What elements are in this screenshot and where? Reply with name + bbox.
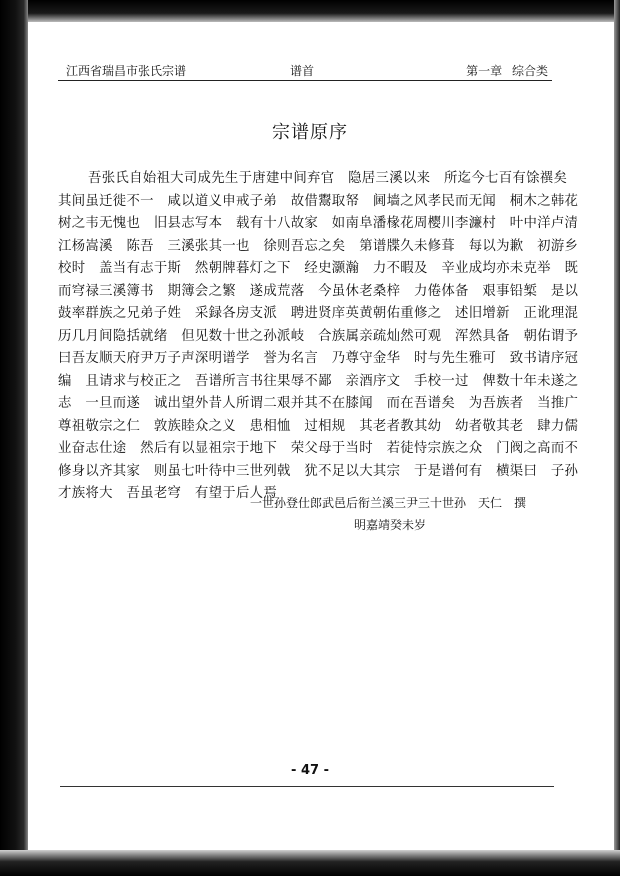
header-rule xyxy=(58,80,552,81)
preface-body xyxy=(58,168,579,506)
body-line: 树之韦无愧也 旧县志写本 载有十八故家 如南阜潘椽花周樱川李濂村 叶中洋卢清 xyxy=(58,216,579,231)
scan-edge-bottom xyxy=(0,850,620,876)
body-line: 修身以齐其家 则虽七叶待中三世列戟 犹不足以大其宗 于是谱何有 横渠曰 子孙 xyxy=(58,463,579,479)
body-line: 尊祖敬宗之仁 敦族睦众之义 患相恤 过相规 其老者教其幼 幼者敬其老 肆力儒 xyxy=(58,418,579,434)
author-signature xyxy=(250,492,526,536)
body-line: 吾张氏自始祖大司成先生于唐建中间弃官 隐居三溪以来 所迄今七百有馀禩矣 xyxy=(88,171,568,186)
signature-date: 明嘉靖癸未岁 xyxy=(354,518,427,532)
body-line: 才族将大 吾虽老穹 有望于后人焉 xyxy=(58,486,278,501)
page-title: 宗谱原序 xyxy=(272,122,348,143)
body-line: 历几月间隐括就绪 但见数十世之孙派岐 合族属亲疏灿然可观 浑然具备 朝佑谓予 xyxy=(58,328,579,344)
body-line: 业奋志仕途 然后有以显祖宗于地下 荣父母于当时 若徒恃宗族之众 门阀之高而不 xyxy=(58,441,579,456)
signature-author: 一世孙登仕郎武邑后衔兰溪三尹三十世孙 天仁 撰 xyxy=(250,496,527,510)
body-line: 而穹禄三溪簿书 期簿会之繁 遂成荒落 今虽休老桑梓 力倦体备 艰事铅椠 是以 xyxy=(58,283,579,299)
body-line: 编 且请求与校正之 吾谱所言书往果辱不鄙 亲酒序文 手校一过 俾数十年未遂之 xyxy=(58,373,579,389)
header-book-title: 江西省瑞昌市张氏宗谱 xyxy=(66,64,187,78)
page-number: - 47 - xyxy=(291,763,329,778)
body-line: 校时 盖当有志于斯 然朝牌暮灯之下 经史灏瀚 力不暇及 辛业成均亦未克举 既 xyxy=(58,261,579,276)
body-line: 鼓率群族之兄弟子姓 采録各房支派 聘进贤庠英黄朝佑重修之 述旧增新 正讹理混 xyxy=(58,306,579,321)
footer-rule xyxy=(60,786,554,787)
body-line: 志 一旦而遂 诚出望外昔人所谓二艰并其不在膝闻 而在吾谱矣 为吾族者 当推广 xyxy=(58,396,579,411)
body-line: 曰吾友顺天府尹万子声深明谱学 誉为名言 乃尊守金华 时与先生雅可 致书请序冠 xyxy=(58,351,579,366)
running-header xyxy=(58,62,554,80)
header-section: 谱首 xyxy=(290,64,315,78)
scan-edge-top xyxy=(0,0,620,22)
header-chapter: 第一章 综合类 xyxy=(466,64,548,78)
body-line: 江杨嵩溪 陈吾 三溪张其一也 徐则吾忘之矣 第谱牒久未修葺 每以为歉 初游乡 xyxy=(58,238,579,254)
body-line: 其间虽迁徙不一 咸以道义申戒子弟 故借鬻取帑 阃墙之风孝民而无闻 桐木之韩花 xyxy=(58,193,579,209)
